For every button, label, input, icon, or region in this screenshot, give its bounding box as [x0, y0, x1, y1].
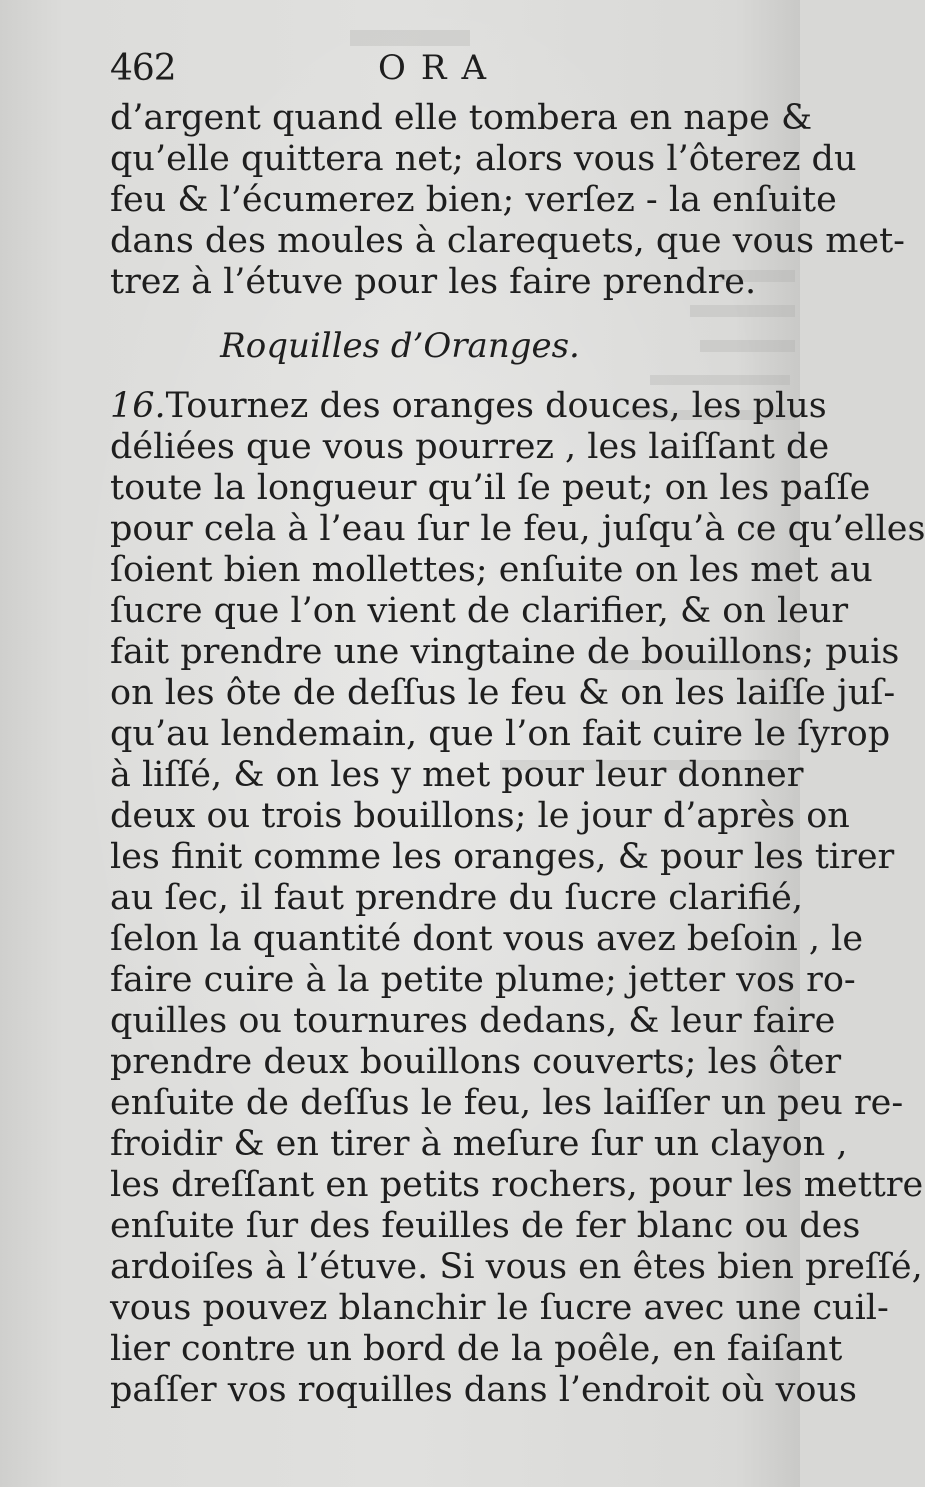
text-line: quilles ou tournures dedans, & leur faire	[110, 1001, 836, 1041]
text-line: qu’au lendemain, que l’on fait cuire le ſyrop	[110, 714, 891, 754]
text-line: dans des moules à clarequets, que vous met-	[110, 221, 905, 261]
text-line: prendre deux bouillons couverts; les ôter	[110, 1042, 842, 1082]
text-line: lier contre un bord de la poêle, en faiſant	[110, 1329, 843, 1369]
text-line: feu & l’écumerez bien; verſez - la enſuite	[110, 180, 837, 220]
running-head	[110, 48, 800, 98]
text-line: trez à l’étuve pour les faire prendre.	[110, 262, 757, 302]
text-line: enſuite de deſſus le feu, les laiſſer un peu re-	[110, 1083, 904, 1123]
continuation-text	[110, 98, 905, 303]
text-line: paſſer vos roquilles dans l’endroit où vous	[110, 1370, 857, 1410]
text-line: au ſec, il faut prendre du ſucre clarifié,	[110, 878, 803, 918]
section-title: Roquilles d’Oranges.	[220, 326, 580, 366]
text-line: ſoient bien mollettes; enſuite on les met au	[110, 550, 873, 590]
text-line: faire cuire à la petite plume; jetter vos ro-	[110, 960, 856, 1000]
text-line: ardoiſes à l’étuve. Si vous en êtes bien preſſé,	[110, 1247, 923, 1287]
text-line: froidir & en tirer à meſure ſur un clayon ,	[110, 1124, 848, 1164]
text-line: on les ôte de deſſus le feu & on les laiſſe juſ-	[110, 673, 896, 713]
text-line: pour cela à l’eau ſur le feu, juſqu’à ce qu’elles	[110, 509, 925, 549]
text-line: à liſſé, & on les y met pour leur donner	[110, 755, 804, 795]
section-paragraph	[110, 386, 925, 1411]
text-line: qu’elle quittera net; alors vous l’ôterez du	[110, 139, 857, 179]
text-line: les finit comme les oranges, & pour les tirer	[110, 837, 895, 877]
text-line: les dreſſant en petits rochers, pour les mettre	[110, 1165, 924, 1205]
page-number: 462	[110, 48, 176, 89]
text-line: vous pouvez blanchir le ſucre avec une cuil-	[110, 1288, 889, 1328]
text-line: enſuite ſur des feuilles de fer blanc ou des	[110, 1206, 861, 1246]
text-line: d’argent quand elle tombera en nape &	[110, 98, 813, 138]
text-line: ſelon la quantité dont vous avez beſoin , le	[110, 919, 864, 959]
text-line: deux ou trois bouillons; le jour d’après on	[110, 796, 850, 836]
text-line: ſucre que l’on vient de clarifier, & on leur	[110, 591, 849, 631]
text-line	[110, 386, 827, 427]
text-line: toute la longueur qu’il ſe peut; on les paſſe	[110, 468, 871, 508]
text-line: fait prendre une vingtaine de bouillons; puis	[110, 632, 900, 672]
text-line: déliées que vous pourrez , les laiſſant de	[110, 427, 830, 467]
paragraph-first-line: Tournez des oranges douces, les plus	[165, 386, 827, 426]
running-title: ORA	[378, 48, 502, 88]
paragraph-number: 16.	[110, 386, 166, 426]
